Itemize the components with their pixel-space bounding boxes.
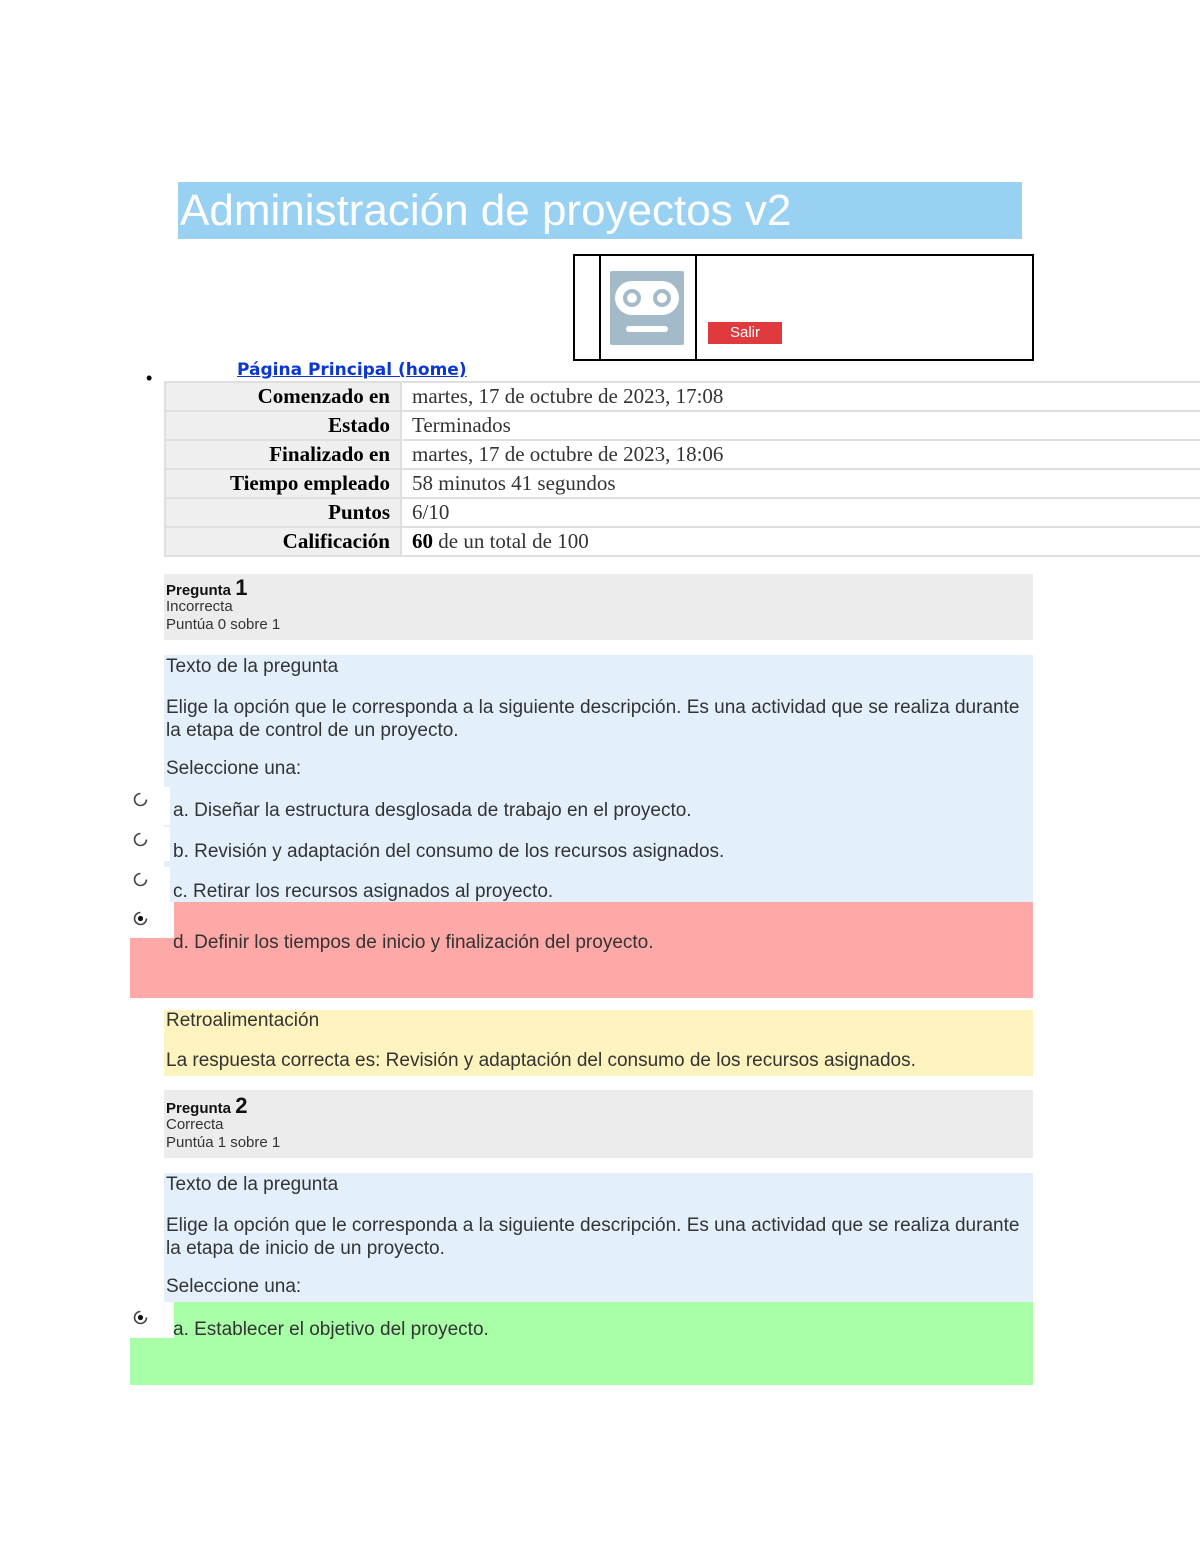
summary-label: Calificación (165, 527, 401, 556)
question-score: Puntúa 0 sobre 1 (166, 616, 281, 633)
user-box-cell-avatar (599, 256, 697, 359)
course-title: Administración de proyectos v2 (178, 182, 1022, 239)
summary-label: Tiempo empleado (165, 469, 401, 498)
summary-row (165, 440, 1200, 469)
avatar[interactable] (610, 271, 684, 345)
summary-value: martes, 17 de octubre de 2023, 17:08 (401, 382, 1200, 411)
user-menu-box (573, 254, 1034, 361)
question-text-heading: Texto de la pregunta (166, 656, 339, 677)
summary-value (401, 527, 1200, 556)
feedback-heading: Retroalimentación (166, 1010, 320, 1031)
question-number: 1 (235, 575, 248, 600)
summary-value: martes, 17 de octubre de 2023, 18:06 (401, 440, 1200, 469)
summary-label: Comenzado en (165, 382, 401, 411)
summary-value: 58 minutos 41 segundos (401, 469, 1200, 498)
answer-option-selected[interactable]: d. Definir los tiempos de inicio y finalización del proyecto. (173, 932, 654, 953)
question-score: Puntúa 1 sobre 1 (166, 1134, 281, 1151)
grade-value: 60 (412, 529, 433, 553)
question-label: Pregunta (166, 1100, 232, 1117)
summary-value: 6/10 (401, 498, 1200, 527)
question-text: Elige la opción que le corresponda a la siguiente descripción. Es una actividad que se realiza durante la etapa de control de un proyecto. (166, 697, 1020, 741)
question-label: Pregunta (166, 582, 232, 599)
avatar-face-icon (610, 271, 684, 345)
feedback-text: La respuesta correcta es: Revisión y adaptación del consumo de los recursos asignados. (166, 1050, 916, 1071)
summary-value: Terminados (401, 411, 1200, 440)
summary-row (165, 498, 1200, 527)
summary-row (165, 469, 1200, 498)
question-text-heading: Texto de la pregunta (166, 1174, 339, 1195)
question-state: Incorrecta (166, 598, 233, 615)
radio-unchecked-icon[interactable] (133, 792, 148, 807)
radio-unchecked-icon[interactable] (133, 872, 148, 887)
question-1-text (164, 655, 1033, 902)
question-1-info (164, 574, 1033, 640)
user-box-cell-empty (575, 256, 601, 359)
grade-total: de un total de 100 (433, 529, 589, 553)
radio-unchecked-icon[interactable] (133, 832, 148, 847)
question-text: Elige la opción que le corresponda a la siguiente descripción. Es una actividad que se realiza durante la etapa de inicio de un proyecto. (166, 1215, 1020, 1259)
logout-button[interactable]: Salir (708, 322, 782, 344)
summary-row (165, 527, 1200, 556)
summary-row (165, 382, 1200, 411)
summary-row (165, 411, 1200, 440)
question-2-text (164, 1173, 1033, 1302)
answer-option[interactable]: a. Diseñar la estructura desglosada de trabajo en el proyecto. (173, 800, 692, 821)
summary-label: Estado (165, 411, 401, 440)
radio-checked-icon[interactable] (133, 911, 148, 926)
home-link[interactable]: Página Principal (home) (237, 360, 467, 380)
radio-checked-icon[interactable] (133, 1310, 148, 1325)
question-prompt: Seleccione una: (166, 758, 302, 779)
attempt-summary-table (164, 381, 1200, 557)
question-state: Correcta (166, 1116, 224, 1133)
summary-label: Finalizado en (165, 440, 401, 469)
question-2-info (164, 1090, 1033, 1158)
nav-bullet: • (146, 368, 153, 388)
answer-option[interactable]: c. Retirar los recursos asignados al proyecto. (173, 881, 554, 902)
answer-option-selected[interactable]: a. Establecer el objetivo del proyecto. (173, 1319, 489, 1340)
question-1-feedback (164, 1010, 1033, 1076)
correct-answer-highlight (130, 1302, 1033, 1385)
summary-label: Puntos (165, 498, 401, 527)
question-number: 2 (235, 1093, 248, 1118)
question-prompt: Seleccione una: (166, 1276, 302, 1297)
answer-option[interactable]: b. Revisión y adaptación del consumo de los recursos asignados. (173, 841, 725, 862)
